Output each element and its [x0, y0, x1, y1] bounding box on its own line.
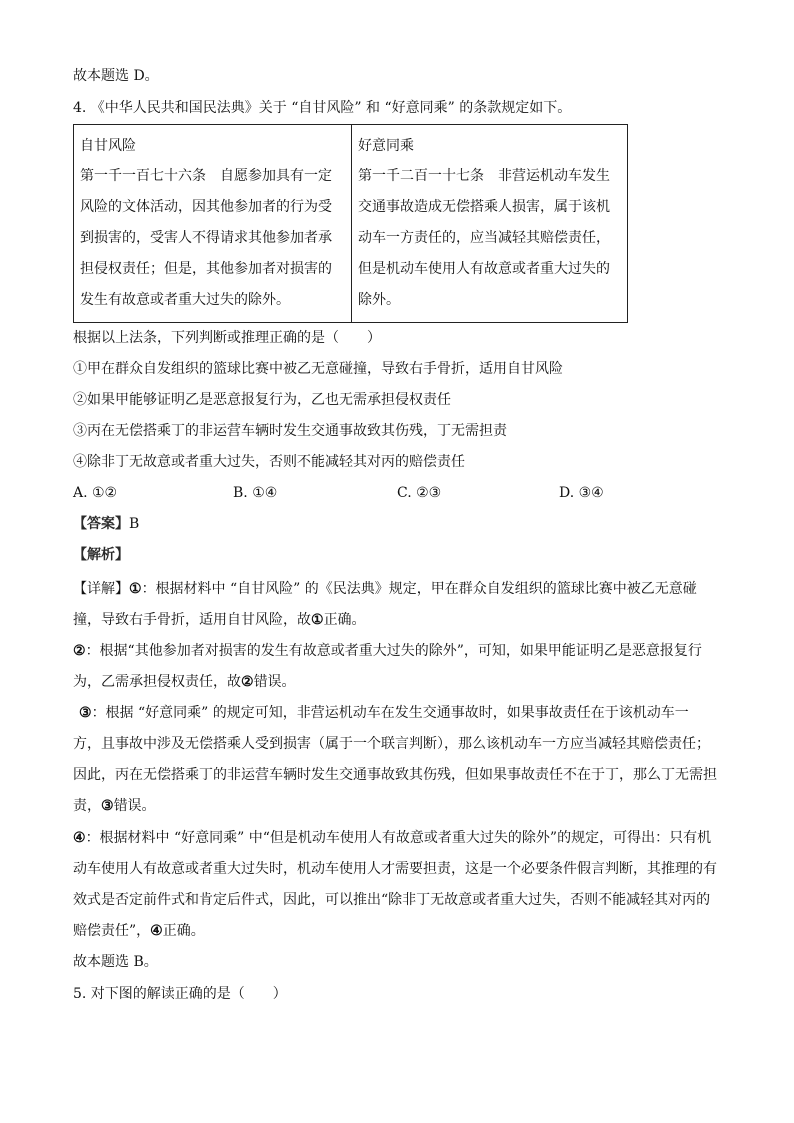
law-cell-self-risk — [74, 125, 352, 323]
explanation-3-mark-2: ③ — [101, 798, 114, 814]
explanation-2-text: ：根据“其他参加者对损害的发生有故意或者重大过失的除外”，可知，如果甲能证明乙是恶意报复行 — [85, 643, 702, 659]
law-text-goodwill-ride: 第一千二百一十七条 非营运机动车发生交通事故造成无偿搭乘人损害，属于该机动车一方责任的，应当减轻其赔偿责任，但是机动车使用人有故意或者重大过失的除外。 — [358, 168, 610, 308]
q4-prompt: 根据以上法条，下列判断或推理正确的是（ ） — [73, 330, 381, 346]
explanation-3-line-4 — [73, 796, 156, 816]
explanation-3-mark: ③ — [79, 705, 92, 721]
law-title-self-risk: 自甘风险 — [80, 138, 136, 154]
law-text-self-risk: 第一千一百七十六条 自愿参加具有一定风险的文体活动，因其他参加者的行为受到损害的，受害人不得请求其他参加者承担侵权责任；但是，其他参加者对损害的发生有故意或者重大过失的除外。 — [80, 168, 332, 308]
statement-2: ②如果甲能够证明乙是恶意报复行为，乙也无需承担侵权责任 — [73, 392, 451, 408]
q4-conclusion: 故本题选 B。 — [73, 954, 158, 970]
explanation-4-line-4 — [73, 921, 205, 941]
option-a: A. ①② — [73, 485, 118, 501]
explanation-2-text-2: 为，乙需承担侵权责任，故 — [73, 674, 241, 690]
option-b: B. ①④ — [233, 485, 278, 501]
explanation-2-verdict: 错误。 — [253, 674, 296, 690]
analysis-label-text: 【解析】 — [73, 547, 129, 563]
analysis-label — [73, 545, 129, 565]
answer-line — [73, 514, 139, 534]
explanation-3-line-1 — [79, 703, 689, 723]
explanation-3-line-3: 因此，丙在无偿搭乘丁的非运营车辆时发生交通事故致其伤残，但如果事故责任不在于丁，那么丁无需担 — [73, 767, 717, 783]
explanation-3-verdict: 错误。 — [113, 798, 156, 814]
answer-value: B — [129, 516, 140, 532]
q3-conclusion: 故本题选 D。 — [73, 68, 159, 84]
explanation-4-text: ：根据材料中 “好意同乘” 中“但是机动车使用人有故意或者重大过失的除外”的规定，可得出：只有机 — [85, 830, 712, 846]
statement-1: ①甲在群众自发组织的篮球比赛中被乙无意碰撞，导致右手骨折，适用自甘风险 — [73, 361, 563, 377]
statement-3: ③丙在无偿搭乘丁的非运营车辆时发生交通事故致其伤残，丁无需担责 — [73, 423, 507, 439]
explanation-4-mark-2: ④ — [150, 923, 163, 939]
explanation-1-line-2 — [73, 610, 366, 630]
explanation-2-mark-2: ② — [241, 674, 254, 690]
explanation-2-line-1 — [73, 641, 702, 661]
explanation-3-text-4: 责， — [73, 798, 101, 814]
q5-stem: 5. 对下图的解读正确的是（ ） — [73, 986, 287, 1002]
explanation-3-line-2: 方，且事故中涉及无偿搭乘人受到损害（属于一个联言判断），那么该机动车一方应当减轻其赔偿责任； — [73, 736, 710, 752]
option-d: D. ③④ — [559, 485, 604, 501]
explanation-1-mark: ① — [129, 581, 142, 597]
explanation-4-text-4: 赔偿责任”， — [73, 923, 151, 939]
explanation-4-line-3: 效式是否定前件式和肯定后件式，因此，可以推出“除非丁无故意或者重大过失，否则不能减轻其对丙的 — [73, 892, 711, 908]
explanation-4-line-1 — [73, 828, 711, 848]
law-cell-goodwill-ride — [352, 125, 628, 323]
explanation-1-text-2: 撞，导致右手骨折，适用自甘风险，故 — [73, 612, 311, 628]
explanation-4-verdict: 正确。 — [162, 923, 205, 939]
law-table — [73, 124, 628, 323]
explanation-4-line-2: 动车使用人有故意或者重大过失时，机动车使用人才需要担责，这是一个必要条件假言判断，其推理的有 — [73, 861, 717, 877]
explanation-1-verdict: 正确。 — [323, 612, 366, 628]
option-c: C. ②③ — [397, 485, 442, 501]
explanation-1-text: ：根据材料中 “自甘风险” 的《民法典》规定，甲在群众自发组织的篮球比赛中被乙无意碰 — [141, 581, 697, 597]
law-title-goodwill-ride: 好意同乘 — [358, 138, 414, 154]
explanation-2-mark: ② — [73, 643, 86, 659]
explanation-3-text: ：根据 “好意同乘” 的规定可知，非营运机动车在发生交通事故时，如果事故责任在于该机动车一 — [91, 705, 689, 721]
detail-label: 【详解】 — [73, 581, 129, 597]
explanation-1-mark-2: ① — [311, 612, 324, 628]
explanation-2-line-2 — [73, 672, 296, 692]
explanation-4-mark: ④ — [73, 830, 86, 846]
answer-label: 【答案】 — [73, 516, 129, 532]
explanation-1-line-1 — [73, 579, 697, 599]
statement-4: ④除非丁无故意或者重大过失，否则不能减轻其对丙的赔偿责任 — [73, 454, 465, 470]
q4-stem: 4. 《中华人民共和国民法典》关于 “自甘风险” 和 “好意同乘” 的条款规定如下。 — [73, 100, 572, 116]
